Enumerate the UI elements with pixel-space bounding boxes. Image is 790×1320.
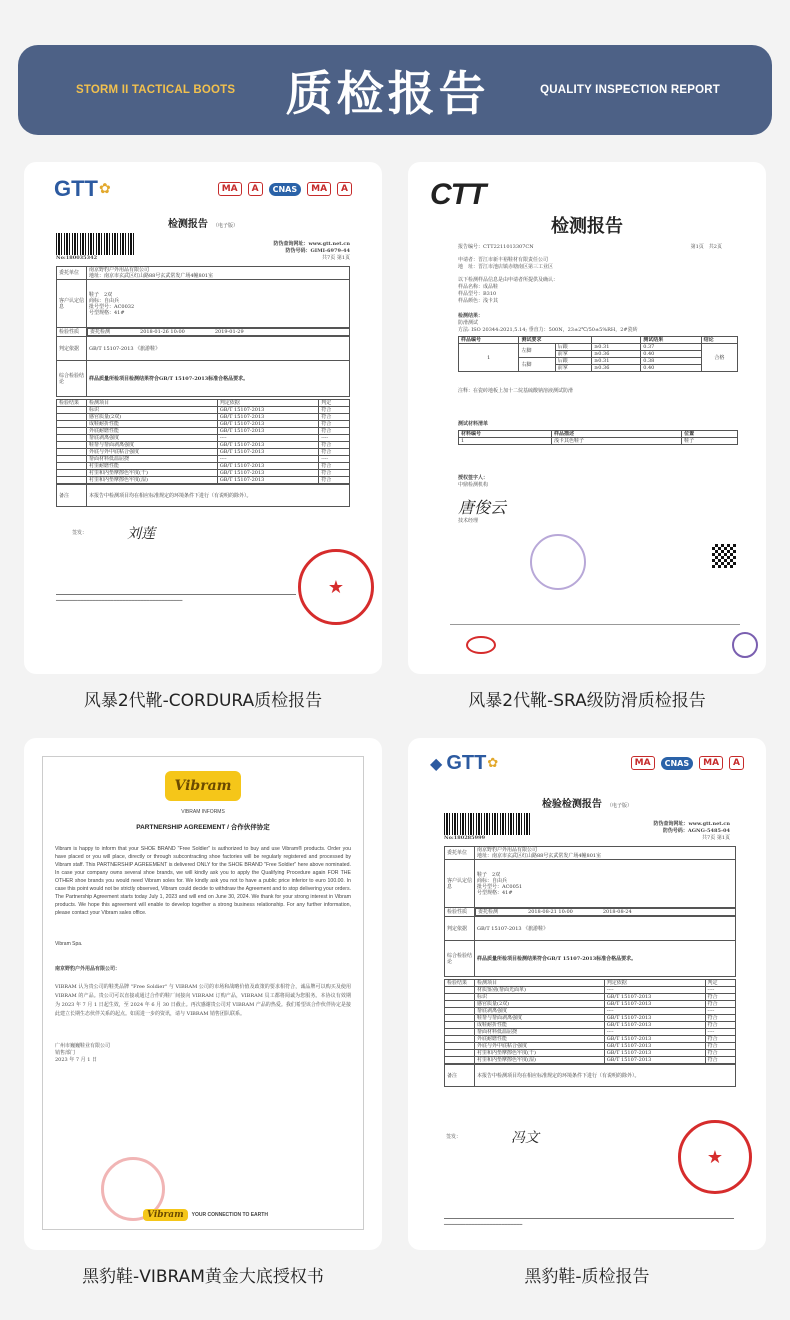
agreement-title: PARTNERSHIP AGREEMENT / 合作伙伴协定 [136,824,270,831]
item-result: ---- [705,987,736,994]
remark-table: 备注 本报告中检测项目均在相应标准规定的环境条件下进行（有说明的除外）。 [56,484,350,507]
item-basis: GB/T 15107-2013 [217,463,319,470]
table-row [445,1008,736,1015]
verify-site: 防伪查询网址：www.gtt.net.cn [273,241,350,247]
signer-signature: 唐俊云 [458,498,507,517]
item-result: ---- [705,1008,736,1015]
vibram-document [42,756,364,1230]
report-document [422,748,752,1240]
items-col-basis: 判定依据 [604,980,705,987]
vibram-informs: VIBRAM INFORMS [181,809,225,815]
item-result: 符合 [705,1022,736,1029]
item-basis: ---- [217,456,319,463]
sample-batch: 批号型号：AC0051 [477,883,523,890]
cma-cert-icon: MA [631,756,655,770]
report-number: No:180035342 [56,255,98,261]
test-basis: GB/T 15107-2013 《旅游鞋》 [475,917,736,941]
gtt-logo: GTT [54,176,98,201]
test-conclusion: 样品质量所检项目检测结果符合GB/T 15107-2013标准合格品要求。 [475,941,736,977]
item-name: 外底耐磨性能 [475,1036,605,1043]
items-col-name: 检测项目 [87,400,218,407]
result-value: 0.37 [641,344,701,351]
item-basis: GB/T 15107-2013 [604,1050,705,1057]
sample-color: 样品颜色：浅卡其 [458,298,499,304]
item-name: 帮面材料低温屈挠 [475,1029,605,1036]
card-caption: 风暴2代靴-CORDURA质检报告 [83,691,323,711]
sample-batch: 批号型号：AC0032 [89,303,135,310]
test-basis: GB/T 15107-2013 《旅游鞋》 [87,337,350,361]
table-row [57,463,350,470]
item-basis: GB/T 15107-2013 [217,449,319,456]
card-caption: 黑豹鞋-VIBRAM黄金大底授权书 [82,1267,324,1287]
vibram-logo: Vibram [165,771,241,801]
item-result: 符合 [319,414,350,421]
signer-title: 技术经理 [458,518,479,524]
table-row [57,407,350,414]
result-value: 0.40 [641,365,701,372]
item-result: 符合 [319,470,350,477]
table-row [57,414,350,421]
anti-fake-code: 防伪号码：AGNG-5485-04 [662,828,730,834]
material-heading: 测试材料清单 [458,421,489,427]
gtt-logo-icon: ✿ [99,181,111,197]
report-document [422,174,752,664]
cal-cert-icon: A [729,756,744,770]
test-method-line: 方法: ISO 20344:2021,5.14; 垂直力：500N，23±2℃/50±5%RH，2#瓷砖 [458,327,638,333]
sample-brand: 商标：自由兵 [477,877,508,884]
item-result: 符合 [705,1043,736,1050]
gtt-logo: GTT [446,751,487,774]
req-value: ≥0.31 [592,358,641,365]
item-name: 帮面材料低温屈挠 [87,456,218,463]
item-result: 符合 [705,1036,736,1043]
client-address: 地址：南京市玄武区红山路88号玄武常发广场4幢801室 [477,853,602,859]
item-basis: GB/T 15107-2013 [604,1022,705,1029]
req-value: ≥0.31 [592,344,641,351]
item-result: 符合 [319,477,350,484]
table-row [57,435,350,442]
cal-cert-icon-2: A [337,182,352,196]
ctt-logo: CTT [430,178,486,211]
report-remark: 本报告中检测项目均在相应标准规定的环境条件下进行（有说明的除外）。 [475,1065,736,1087]
item-basis: ---- [604,1029,705,1036]
table-row [57,449,350,456]
report-number: 报告编号：CTT2211013307CN [458,244,534,250]
report-remark: 本报告中检测项目均在相应标准规定的环境条件下进行（有说明的除外）。 [87,485,350,507]
table-row [57,442,350,449]
page-count: 第1页 共2页 [690,244,722,250]
item-name: 外底耐磨性能 [87,428,218,435]
material-table: 材料编号 样品描述 位置 1 浅卡其色鞋子 鞋子 [458,430,738,445]
sample-brand: 商标：自由兵 [89,297,120,304]
table-row [445,1022,736,1029]
items-label: 检验结果 [445,980,475,987]
report-info-table: 委托单位 南京野豹户外用品有限公司 地址：南京市玄武区红山路88号玄武常发广场4幢801室 客户认定信息 鞋子 2双 商标：自由兵 批号型号：AC0032 号型规格：41# 检验性质 委托检测 2018-01-26 10:00 2019-01-29 判定依据 GB/T 15107-2013 《旅游鞋》 综合检验结论 样品质量所检项目检测结果符合GB/T 15107-2013标准合格品要求。 [56,266,350,397]
item-name: 帮底剥离强度 [87,435,218,442]
approver-label: 授权签字人： [458,475,489,481]
cn-date: 2023 年 7 月 1 日 [55,1057,98,1063]
table-row [57,456,350,463]
report-logo-row [48,174,358,204]
item-basis: GB/T 15107-2013 [217,421,319,428]
gtt-emblem-icon: ◆ [430,753,443,773]
table-row [57,470,350,477]
cal-cert-icon: A [248,182,263,196]
page-count: 共7页 第1页 [702,835,730,841]
report-subtitle: （电子版） [607,803,633,809]
items-col-result: 判定 [705,980,736,987]
report-title: 检测报告 [551,216,623,237]
table-row [445,1015,736,1022]
report-date: 2019-01-29 [214,329,244,335]
report-card-sra[interactable] [408,162,766,711]
item-basis: GB/T 15107-2013 [604,1015,705,1022]
req-value: ≥0.36 [592,351,641,358]
item-basis: GB/T 15107-2013 [604,1001,705,1008]
item-name: 衬里和内垫摩擦色牢度(湿) [87,477,218,484]
test-type: 委托检测 [90,329,111,335]
test-items-table [444,979,736,1064]
cnas-cert-icon: CNAS [661,757,694,770]
table-row [445,1043,736,1050]
item-name: 鞋帮与帮面剥离强度 [475,1015,605,1022]
test-method: 防滑测试 [458,320,479,326]
item-basis: GB/T 15107-2013 [604,994,705,1001]
item-basis: GB/T 15107-2013 [217,477,319,484]
item-basis: ---- [604,987,705,994]
item-name: 衬里和内垫摩擦色牢度(干) [87,470,218,477]
header-right-tag: QUALITY INSPECTION REPORT [540,84,720,96]
req-value: ≥0.36 [592,365,641,372]
item-result: ---- [705,1029,736,1036]
gtt-logo-icon: ✿ [487,755,499,771]
item-name: 衬里和内垫摩擦色牢度(干) [475,1050,605,1057]
item-basis: GB/T 15107-2013 [217,428,319,435]
table-row [445,1050,736,1057]
result-heading: 检测结果： [458,313,484,319]
item-name: 材质鉴别(帮面光面革) [475,987,605,994]
inspection-stamp: ★ [298,549,374,625]
table-row [445,1036,736,1043]
page-header-banner [18,45,772,135]
cn-company: 南京野豹户外用品有限公司： [55,966,121,972]
cma-cert-icon-2: MA [307,182,331,196]
test-items-table [56,399,350,484]
qr-code-icon [712,544,736,568]
card-caption: 黑豹鞋-质检报告 [524,1267,650,1287]
sample-name: 鞋子 2双 [89,291,113,298]
item-result: 符合 [705,1001,736,1008]
sample-notice: 以下检测样品信息是由申请者所提供及确认： [458,277,559,283]
item-basis: GB/T 15107-2013 [604,1043,705,1050]
item-name: 成鞋耐折性能 [87,421,218,428]
table-row [57,477,350,484]
forefoot-label: 前掌 [555,365,591,372]
item-result: 符合 [705,1057,736,1064]
cma-cert-icon-2: MA [699,756,723,770]
item-basis: GB/T 15107-2013 [604,1057,705,1064]
vibram-footer-slogan: YOUR CONNECTION TO EARTH [191,1211,268,1218]
test-start: 2018-08-21 10:00 [528,909,573,915]
slip-result-table: 样品编号 测试要求 测试结果 结论 1 左脚 后跟 ≥0.31 0.37 合格 前掌 ≥0.36 0.40 右脚 后跟 ≥0.31 0.38 前掌 ≥0.36 0.40 [458,336,738,372]
test-type: 委托检测 [478,909,499,915]
result-value: 0.40 [641,351,701,358]
verdict: 合格 [701,344,737,372]
anti-fake-code: 防伪号码：GIMI-6979-44 [285,248,350,254]
item-basis: GB/T 15107-2013 [217,442,319,449]
vibram-signature: Vibram Spa. [55,941,83,947]
item-name: 衬里和内垫摩擦色牢度(湿) [475,1057,605,1064]
report-number: No:180285999 [444,835,486,841]
heel-label: 后跟 [555,344,591,351]
report-barcode [444,813,530,835]
item-result: 符合 [319,407,350,414]
table-row [445,994,736,1001]
report-title: 检验检测报告 [541,799,602,810]
authorization-card-vibram[interactable] [24,738,382,1250]
item-basis: GB/T 15107-2013 [217,407,319,414]
item-result: ---- [319,456,350,463]
right-foot-label: 右脚 [519,358,555,372]
left-foot-label: 左脚 [519,344,555,358]
signer-label: 签发： [72,529,88,536]
test-conclusion: 样品质量所检项目检测结果符合GB/T 15107-2013标准合格品要求。 [87,361,350,397]
item-basis: GB/T 15107-2013 [217,470,319,477]
item-result: 符合 [705,1050,736,1057]
signer-signature: 冯文 [511,1130,540,1146]
heel-label: 后跟 [555,358,591,365]
items-col-result: 判定 [319,400,350,407]
test-start: 2018-01-26 10:00 [140,329,185,335]
vibram-footer-logo: Vibram [143,1209,188,1221]
items-col-basis: 判定依据 [217,400,319,407]
report-info-table: 委托单位 南京野豹户外用品有限公司 地址：南京市玄武区红山路88号玄武常发广场4幢801室 客户认定信息 鞋子 2双 商标：自由兵 批号型号：AC0051 号型规格：41# 检验性质 委托检测 2018-08-21 10:00 2018-08-24 判定依据 GB/T 15107-2013 《旅游鞋》 综合检验结论 样品质量所检项目检测结果符合GB/T 15107-2013标准合格品要求。 [444,846,736,977]
page-title: 质检报告 [285,66,490,122]
test-note: 注释：在瓷砖地板上加十二烷基硫酸钠溶液测试防滑 [458,388,574,394]
item-result: 符合 [319,463,350,470]
client-name: 南京野豹户外用品有限公司 [89,267,150,273]
item-name: 外底与外中底粘合强度 [87,449,218,456]
report-document [48,174,358,624]
item-result: ---- [319,435,350,442]
table-row [445,987,736,994]
items-label: 检验结果 [57,400,87,407]
item-name: 帮底剥离强度 [475,1008,605,1015]
forefoot-label: 前掌 [555,351,591,358]
result-value: 0.38 [641,358,701,365]
agreement-cn-text: VIBRAM 认为贵公司的鞋类品牌 "Free Soldier" 与 VIBRAM 公司的市场和战略价值及政策的要求相符合，诚品牌可以购买及使用 VIBRAM 的产品。贵公司可以直接或通过合作的鞋厂间接向 VIBRAM 订购产品，VIBRAM 员工都将阅诚为您服务。本协议有效期为 2023 年 7 月 1 日起生效，至 2024 年 6 月 30 日截止。再次感谢贵公司对 VIBRAM 产品的热爱。我们希望该合作伙伴协定是接此建立长期生态伙伴关系的起点。如需进一步的资讯，请与 VIBRAM 销售团队联系。 [55,984,351,1017]
material-position: 鞋子 [682,438,738,445]
item-name: 标识 [475,994,605,1001]
report-title: 检测报告 [167,219,208,230]
cma-cert-icon: MA [218,182,242,196]
item-name: 衬里耐磨性能 [87,463,218,470]
sample-model: 样品型号：B310 [458,291,497,297]
report-barcode [56,233,136,255]
inspection-stamp: ★ [678,1120,752,1194]
item-name: 成鞋耐折性能 [475,1022,605,1029]
report-subtitle: （电子版） [213,223,239,229]
sample-spec: 号型规格：41# [477,889,513,896]
table-row [57,428,350,435]
item-basis: GB/T 15107-2013 [604,1036,705,1043]
material-desc: 浅卡其色鞋子 [552,438,682,445]
page-count: 共7页 第1页 [322,255,350,261]
items-col-name: 检测项目 [475,980,605,987]
item-result: 符合 [705,1015,736,1022]
item-basis: GB/T 15107-2013 [217,414,319,421]
item-name: 外底与外中底粘合强度 [475,1043,605,1050]
cn-dept: 销售部门 [55,1050,76,1056]
red-stamp-small [466,636,496,654]
signer-signature: 刘莲 [127,526,156,542]
client-address: 地址：南京市玄武区红山路88号玄武常发广场4幢801室 [89,273,214,279]
report-footer-lines: ━━━━━━━━━━━━━━━━━━━━━━━━━━ [444,1222,523,1228]
sample-name: 鞋子 2双 [477,871,501,878]
signer-label: 签发： [446,1133,462,1140]
item-result: 符合 [319,421,350,428]
card-caption: 风暴2代靴-SRA级防滑质检报告 [468,691,706,711]
report-card-black-panther[interactable] [408,738,766,1287]
table-row [57,421,350,428]
item-basis: ---- [604,1008,705,1015]
item-name: 标识 [87,407,218,414]
item-basis: ---- [217,435,319,442]
org-stamp [530,534,586,590]
cn-org: 广州市巍巍鞋业有限公司 [55,1043,111,1049]
item-name: 感官质量(2双) [87,414,218,421]
report-footer-lines: ━━━━━━━━━━━━━━━━━━━━━━━━━━━━━━━━━━━━━━━━━━ [56,598,183,604]
material-id: 1 [459,438,552,445]
table-row [445,1029,736,1036]
agreement-en-text: Vibram is happy to inform that your SHOE BRAND "Free Soldier" is authorized to buy and use Vibram® products. Order you have placed or you will place, directly or through subcontracting shoe factories will be regularly registered and processed by Vibram staff. This PARTNERSHIP AGREEMENT is delivered ONLY for the SHOE BRAND "Free Soldier" here above nominated. In case your company owns several shoe brands, we will kindly ask you to apply the Qualifying Procedure again FOR THE OTHER shoe brands you would need Vibram soles for. We kindly ask you not to have a public price inferior to euro 100.00. In case this point would not be strictly observed, Vibram could decide to withdraw the Agreement and to stop delivering your orders. The Partnership Agreement starts today July 1, 2023 and will end on June 30, 2024. We thank for your strong interest in Vibram products. We hope this agreement will enable to develop together a strong business relationship. For any further information, please contact your Vibram sales office. [55,846,351,916]
item-name: 鞋帮与帮面剥离强度 [87,442,218,449]
table-row [445,1057,736,1064]
item-result: 符合 [319,428,350,435]
item-result: 符合 [319,449,350,456]
item-name: 感官质量(2双) [475,1001,605,1008]
header-left-tag: STORM II TACTICAL BOOTS [76,84,236,96]
applicant: 申请者：晋江市新丰裕鞋材有限责任公司 [458,257,549,263]
approver-org: 中鼎检测机构 [458,482,489,488]
verify-site: 防伪查询网址：www.gtt.net.cn [653,821,730,827]
sample-spec: 号型规格：41# [89,309,125,316]
item-result: 符合 [705,994,736,1001]
client-name: 南京野豹户外用品有限公司 [477,847,538,853]
org-seal-icon [732,632,758,658]
table-row [445,1001,736,1008]
remark-table: 备注 本报告中检测项目均在相应标准规定的环境条件下进行（有说明的除外）。 [444,1064,736,1087]
report-card-cordura[interactable] [24,162,382,711]
sample-name: 样品名称：成品鞋 [458,284,499,290]
applicant-address: 地 址：晋江市池店镇赤塘南区第三工业区 [458,264,554,270]
item-result: 符合 [319,442,350,449]
cnas-cert-icon: CNAS [269,183,302,196]
report-date: 2018-08-24 [602,909,632,915]
